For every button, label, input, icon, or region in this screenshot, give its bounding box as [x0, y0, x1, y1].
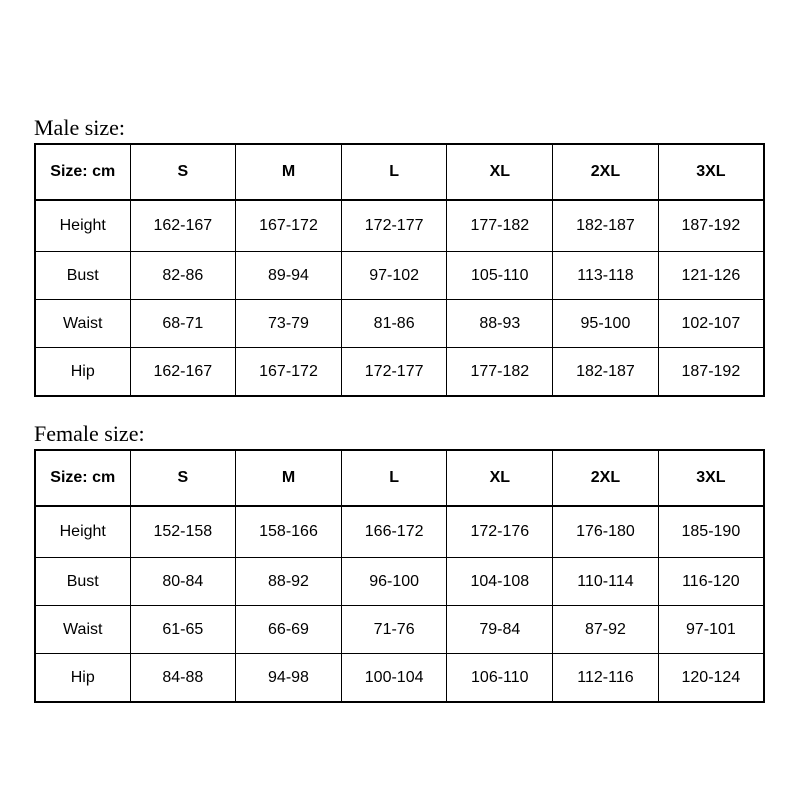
- table-row: [35, 252, 764, 300]
- header-cell-size: XL: [447, 450, 553, 506]
- value-cell: 66-69: [236, 606, 342, 654]
- value-cell: 81-86: [341, 300, 447, 348]
- row-label-cell: Hip: [35, 654, 130, 703]
- value-cell: 110-114: [553, 558, 659, 606]
- row-label-cell: Bust: [35, 558, 130, 606]
- table-row: [35, 200, 764, 252]
- value-cell: 94-98: [236, 654, 342, 703]
- value-cell: 104-108: [447, 558, 553, 606]
- value-cell: 187-192: [658, 200, 764, 252]
- value-cell: 80-84: [130, 558, 236, 606]
- value-cell: 95-100: [553, 300, 659, 348]
- table-row: [35, 348, 764, 397]
- value-cell: 105-110: [447, 252, 553, 300]
- row-label-cell: Hip: [35, 348, 130, 397]
- value-cell: 187-192: [658, 348, 764, 397]
- value-cell: 68-71: [130, 300, 236, 348]
- value-cell: 96-100: [341, 558, 447, 606]
- value-cell: 162-167: [130, 200, 236, 252]
- value-cell: 120-124: [658, 654, 764, 703]
- value-cell: 97-102: [341, 252, 447, 300]
- value-cell: 177-182: [447, 348, 553, 397]
- value-cell: 100-104: [341, 654, 447, 703]
- header-cell-size: 2XL: [553, 450, 659, 506]
- value-cell: 172-177: [341, 200, 447, 252]
- value-cell: 113-118: [553, 252, 659, 300]
- value-cell: 182-187: [553, 348, 659, 397]
- table-row: [35, 558, 764, 606]
- header-cell-size: S: [130, 450, 236, 506]
- value-cell: 88-92: [236, 558, 342, 606]
- value-cell: 61-65: [130, 606, 236, 654]
- value-cell: 167-172: [236, 348, 342, 397]
- value-cell: 185-190: [658, 506, 764, 558]
- row-label-cell: Height: [35, 200, 130, 252]
- value-cell: 121-126: [658, 252, 764, 300]
- value-cell: 116-120: [658, 558, 764, 606]
- value-cell: 89-94: [236, 252, 342, 300]
- header-cell-size: M: [236, 144, 342, 200]
- header-cell-size: S: [130, 144, 236, 200]
- header-cell-size: L: [341, 144, 447, 200]
- header-cell-size: 3XL: [658, 144, 764, 200]
- table-header-row: [35, 450, 764, 506]
- row-label-cell: Bust: [35, 252, 130, 300]
- header-cell-unit: Size: cm: [35, 450, 130, 506]
- table-header-row: [35, 144, 764, 200]
- value-cell: 158-166: [236, 506, 342, 558]
- value-cell: 172-177: [341, 348, 447, 397]
- male-size-table: [34, 143, 765, 397]
- row-label-cell: Waist: [35, 606, 130, 654]
- value-cell: 84-88: [130, 654, 236, 703]
- header-cell-size: XL: [447, 144, 553, 200]
- value-cell: 167-172: [236, 200, 342, 252]
- value-cell: 79-84: [447, 606, 553, 654]
- value-cell: 87-92: [553, 606, 659, 654]
- header-cell-size: 3XL: [658, 450, 764, 506]
- table-row: [35, 606, 764, 654]
- table-row: [35, 654, 764, 703]
- value-cell: 166-172: [341, 506, 447, 558]
- value-cell: 112-116: [553, 654, 659, 703]
- value-cell: 182-187: [553, 200, 659, 252]
- male-size-title: Male size:: [34, 115, 126, 140]
- value-cell: 102-107: [658, 300, 764, 348]
- header-cell-size: 2XL: [553, 144, 659, 200]
- header-cell-size: M: [236, 450, 342, 506]
- value-cell: 71-76: [341, 606, 447, 654]
- header-cell-unit: Size: cm: [35, 144, 130, 200]
- row-label-cell: Height: [35, 506, 130, 558]
- value-cell: 73-79: [236, 300, 342, 348]
- value-cell: 82-86: [130, 252, 236, 300]
- value-cell: 152-158: [130, 506, 236, 558]
- value-cell: 97-101: [658, 606, 764, 654]
- value-cell: 172-176: [447, 506, 553, 558]
- row-label-cell: Waist: [35, 300, 130, 348]
- value-cell: 88-93: [447, 300, 553, 348]
- female-size-table: [34, 449, 765, 703]
- table-row: [35, 300, 764, 348]
- value-cell: 176-180: [553, 506, 659, 558]
- header-cell-size: L: [341, 450, 447, 506]
- table-row: [35, 506, 764, 558]
- value-cell: 177-182: [447, 200, 553, 252]
- female-size-title: Female size:: [34, 421, 145, 446]
- value-cell: 162-167: [130, 348, 236, 397]
- value-cell: 106-110: [447, 654, 553, 703]
